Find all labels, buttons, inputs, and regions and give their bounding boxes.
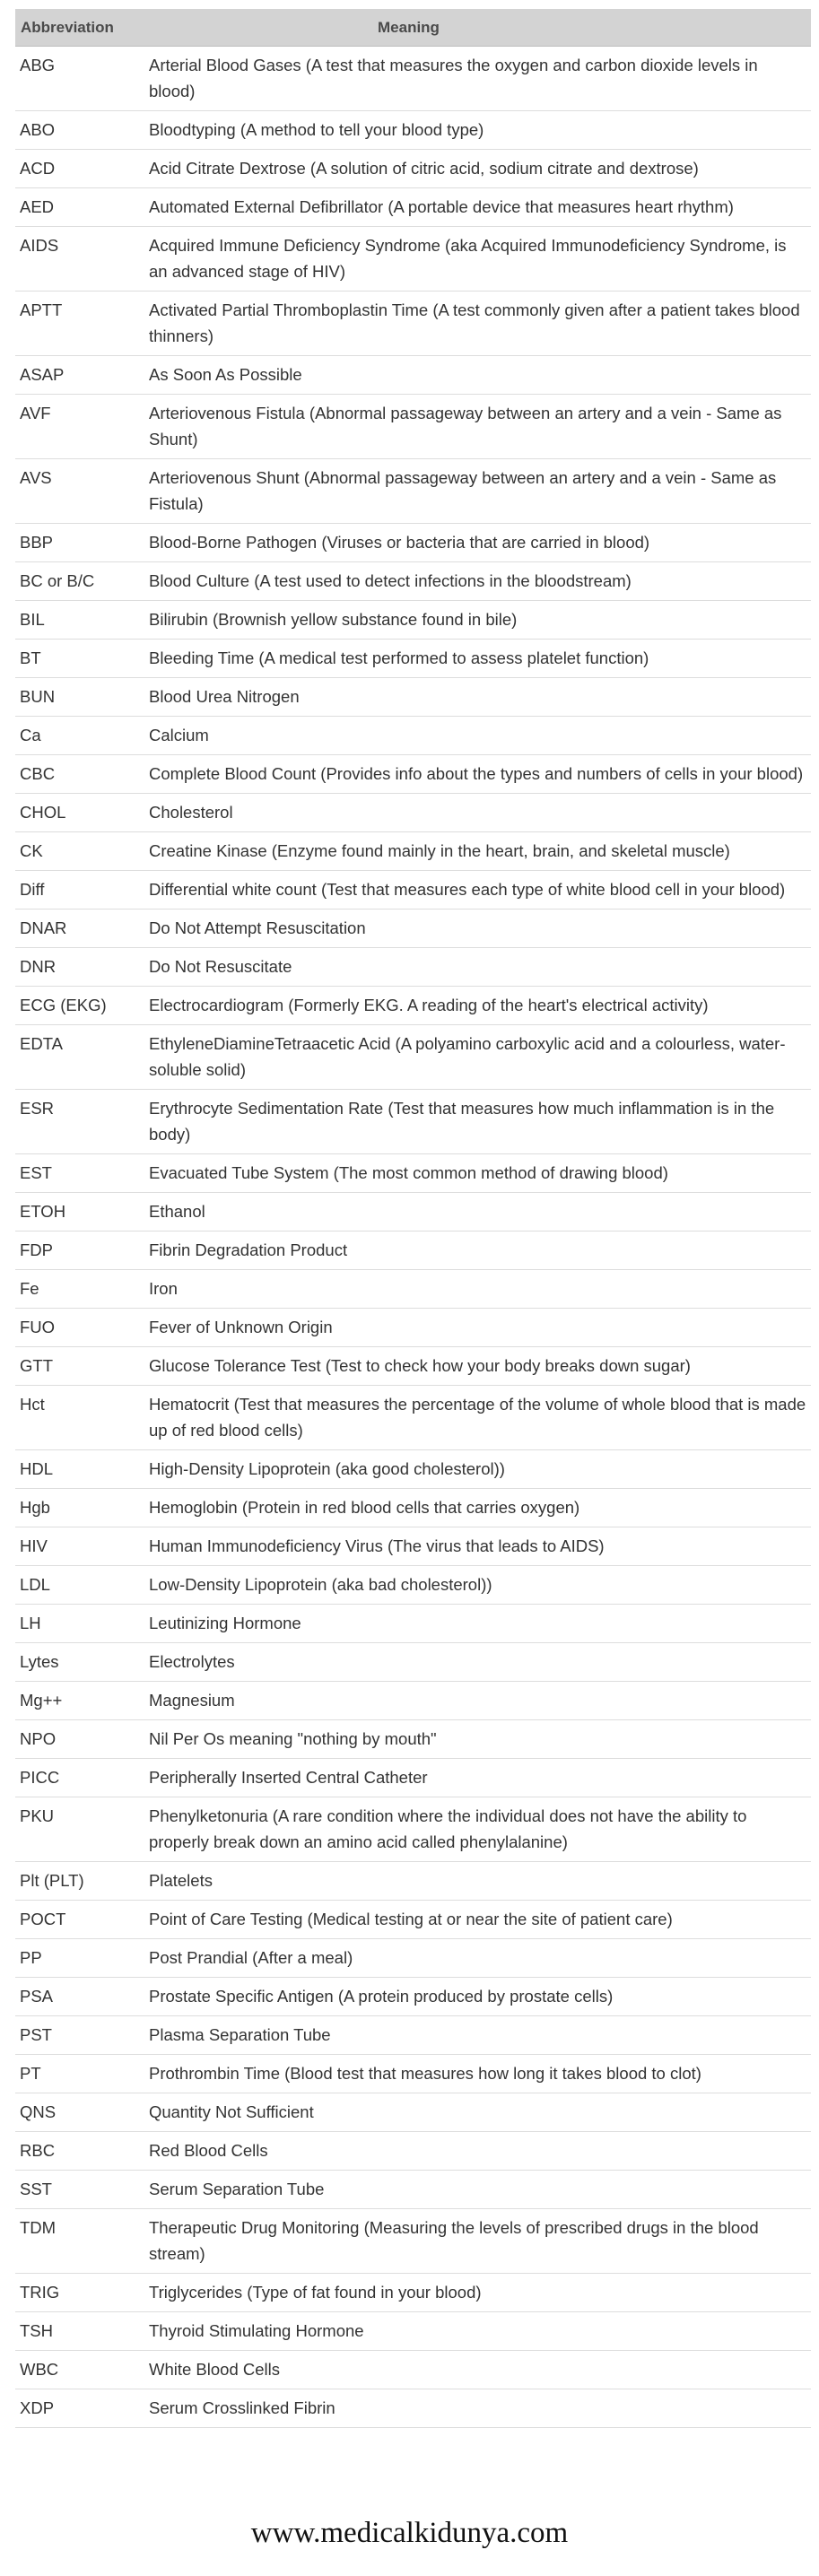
meaning-cell: Prothrombin Time (Blood test that measures how long it takes blood to clot) — [142, 2055, 811, 2093]
meaning-cell: Do Not Resuscitate — [142, 948, 811, 987]
meaning-cell: As Soon As Possible — [142, 356, 811, 395]
abbreviation-cell: NPO — [15, 1720, 142, 1759]
abbreviation-cell: Mg++ — [15, 1682, 142, 1720]
meaning-cell: Platelets — [142, 1862, 811, 1901]
abbreviation-cell: AED — [15, 188, 142, 227]
meaning-cell: Phenylketonuria (A rare condition where the individual does not have the ability to properly break down an amino acid called phenylalanine) — [142, 1797, 811, 1862]
table-row — [15, 111, 811, 150]
abbreviation-cell: CBC — [15, 755, 142, 794]
meaning-cell: Red Blood Cells — [142, 2132, 811, 2171]
abbreviation-table — [15, 9, 811, 2428]
table-row — [15, 395, 811, 459]
table-row — [15, 1605, 811, 1643]
meaning-cell: Leutinizing Hormone — [142, 1605, 811, 1643]
abbreviation-cell: ASAP — [15, 356, 142, 395]
meaning-cell: Creatine Kinase (Enzyme found mainly in the heart, brain, and skeletal muscle) — [142, 832, 811, 871]
meaning-cell: Nil Per Os meaning "nothing by mouth" — [142, 1720, 811, 1759]
abbreviation-cell: GTT — [15, 1347, 142, 1386]
abbreviation-cell: Fe — [15, 1270, 142, 1309]
abbreviation-cell: TDM — [15, 2209, 142, 2274]
abbreviation-cell: Hgb — [15, 1489, 142, 1527]
abbreviation-cell: SST — [15, 2171, 142, 2209]
abbreviation-cell: ABG — [15, 47, 142, 111]
meaning-cell: Peripherally Inserted Central Catheter — [142, 1759, 811, 1797]
abbreviation-cell: DNR — [15, 948, 142, 987]
abbreviation-cell: Lytes — [15, 1643, 142, 1682]
table-row — [15, 909, 811, 948]
abbreviation-cell: TRIG — [15, 2274, 142, 2312]
table-row — [15, 601, 811, 640]
meaning-cell: Prostate Specific Antigen (A protein produced by prostate cells) — [142, 1978, 811, 2016]
meaning-cell: Triglycerides (Type of fat found in your blood) — [142, 2274, 811, 2312]
table-row — [15, 1720, 811, 1759]
meaning-cell: EthyleneDiamineTetraacetic Acid (A polyamino carboxylic acid and a colourless, water-soluble solid) — [142, 1025, 811, 1090]
table-row — [15, 1231, 811, 1270]
abbreviation-cell: EDTA — [15, 1025, 142, 1090]
abbreviation-cell: BUN — [15, 678, 142, 717]
abbreviation-cell: Ca — [15, 717, 142, 755]
table-row — [15, 1450, 811, 1489]
meaning-cell: Blood-Borne Pathogen (Viruses or bacteria that are carried in blood) — [142, 524, 811, 562]
table-row — [15, 1347, 811, 1386]
abbreviation-cell: BIL — [15, 601, 142, 640]
table-row — [15, 1978, 811, 2016]
meaning-cell: Hemoglobin (Protein in red blood cells that carries oxygen) — [142, 1489, 811, 1527]
table-row — [15, 1901, 811, 1939]
table-row — [15, 47, 811, 111]
abbreviation-cell: PICC — [15, 1759, 142, 1797]
abbreviation-cell: LDL — [15, 1566, 142, 1605]
table-row — [15, 1759, 811, 1797]
meaning-cell: Arterial Blood Gases (A test that measures the oxygen and carbon dioxide levels in blood) — [142, 47, 811, 111]
meaning-cell: High-Density Lipoprotein (aka good cholesterol)) — [142, 1450, 811, 1489]
meaning-cell: White Blood Cells — [142, 2351, 811, 2389]
table-row — [15, 1682, 811, 1720]
meaning-cell: Thyroid Stimulating Hormone — [142, 2312, 811, 2351]
meaning-cell: Arteriovenous Fistula (Abnormal passageway between an artery and a vein - Same as Shunt) — [142, 395, 811, 459]
table-row — [15, 2055, 811, 2093]
abbreviation-cell: FDP — [15, 1231, 142, 1270]
table-row — [15, 1939, 811, 1978]
table-row — [15, 1270, 811, 1309]
abbreviation-cell: LH — [15, 1605, 142, 1643]
meaning-cell: Glucose Tolerance Test (Test to check how your body breaks down sugar) — [142, 1347, 811, 1386]
meaning-cell: Serum Crosslinked Fibrin — [142, 2389, 811, 2428]
abbreviation-cell: FUO — [15, 1309, 142, 1347]
table-row — [15, 2171, 811, 2209]
table-row — [15, 1025, 811, 1090]
table-row — [15, 678, 811, 717]
table-row — [15, 832, 811, 871]
table-row — [15, 2351, 811, 2389]
abbreviation-cell: CHOL — [15, 794, 142, 832]
table-row — [15, 1862, 811, 1901]
meaning-cell: Fibrin Degradation Product — [142, 1231, 811, 1270]
column-header-meaning: Meaning — [142, 9, 811, 47]
meaning-cell: Electrocardiogram (Formerly EKG. A reading of the heart's electrical activity) — [142, 987, 811, 1025]
abbreviation-cell: BBP — [15, 524, 142, 562]
meaning-cell: Bleeding Time (A medical test performed to assess platelet function) — [142, 640, 811, 678]
abbreviation-cell: BT — [15, 640, 142, 678]
abbreviation-cell: XDP — [15, 2389, 142, 2428]
abbreviation-cell: PST — [15, 2016, 142, 2055]
meaning-cell: Hematocrit (Test that measures the percentage of the volume of whole blood that is made up of red blood cells) — [142, 1386, 811, 1450]
table-row — [15, 1090, 811, 1154]
meaning-cell: Cholesterol — [142, 794, 811, 832]
meaning-cell: Magnesium — [142, 1682, 811, 1720]
table-row — [15, 1643, 811, 1682]
abbreviation-cell: CK — [15, 832, 142, 871]
meaning-cell: Blood Culture (A test used to detect infections in the bloodstream) — [142, 562, 811, 601]
abbreviation-cell: ECG (EKG) — [15, 987, 142, 1025]
table-row — [15, 227, 811, 292]
table-row — [15, 794, 811, 832]
table-row — [15, 717, 811, 755]
abbreviation-table-container — [15, 9, 811, 2428]
table-row — [15, 292, 811, 356]
table-row — [15, 2016, 811, 2055]
abbreviation-cell: TSH — [15, 2312, 142, 2351]
table-row — [15, 1489, 811, 1527]
abbreviation-cell: PP — [15, 1939, 142, 1978]
table-row — [15, 2312, 811, 2351]
table-header — [15, 9, 811, 47]
abbreviation-cell: AIDS — [15, 227, 142, 292]
table-row — [15, 1797, 811, 1862]
meaning-cell: Bloodtyping (A method to tell your blood type) — [142, 111, 811, 150]
footer-website: www.medicalkidunya.com — [250, 2517, 569, 2549]
meaning-cell: Plasma Separation Tube — [142, 2016, 811, 2055]
meaning-cell: Ethanol — [142, 1193, 811, 1231]
abbreviation-cell: AVF — [15, 395, 142, 459]
table-row — [15, 640, 811, 678]
meaning-cell: Do Not Attempt Resuscitation — [142, 909, 811, 948]
table-row — [15, 150, 811, 188]
table-row — [15, 459, 811, 524]
meaning-cell: Activated Partial Thromboplastin Time (A test commonly given after a patient takes blood thinners) — [142, 292, 811, 356]
table-row — [15, 1154, 811, 1193]
meaning-cell: Electrolytes — [142, 1643, 811, 1682]
abbreviation-cell: HDL — [15, 1450, 142, 1489]
meaning-cell: Blood Urea Nitrogen — [142, 678, 811, 717]
meaning-cell: Fever of Unknown Origin — [142, 1309, 811, 1347]
meaning-cell: Automated External Defibrillator (A portable device that measures heart rhythm) — [142, 188, 811, 227]
abbreviation-cell: PKU — [15, 1797, 142, 1862]
abbreviation-cell: QNS — [15, 2093, 142, 2132]
meaning-cell: Arteriovenous Shunt (Abnormal passageway between an artery and a vein - Same as Fistula) — [142, 459, 811, 524]
meaning-cell: Point of Care Testing (Medical testing at or near the site of patient care) — [142, 1901, 811, 1939]
abbreviation-cell: PT — [15, 2055, 142, 2093]
meaning-cell: Acquired Immune Deficiency Syndrome (aka Acquired Immunodeficiency Syndrome, is an advanced stage of HIV) — [142, 227, 811, 292]
meaning-cell: Acid Citrate Dextrose (A solution of citric acid, sodium citrate and dextrose) — [142, 150, 811, 188]
table-row — [15, 188, 811, 227]
table-row — [15, 987, 811, 1025]
table-row — [15, 1527, 811, 1566]
abbreviation-cell: PSA — [15, 1978, 142, 2016]
meaning-cell: Erythrocyte Sedimentation Rate (Test that measures how much inflammation is in the body) — [142, 1090, 811, 1154]
table-row — [15, 755, 811, 794]
meaning-cell: Human Immunodeficiency Virus (The virus that leads to AIDS) — [142, 1527, 811, 1566]
abbreviation-cell: EST — [15, 1154, 142, 1193]
table-row — [15, 1386, 811, 1450]
table-row — [15, 2209, 811, 2274]
meaning-cell: Therapeutic Drug Monitoring (Measuring the levels of prescribed drugs in the blood stream) — [142, 2209, 811, 2274]
table-row — [15, 1566, 811, 1605]
abbreviation-cell: Hct — [15, 1386, 142, 1450]
abbreviation-cell: APTT — [15, 292, 142, 356]
table-row — [15, 2274, 811, 2312]
meaning-cell: Calcium — [142, 717, 811, 755]
table-row — [15, 2389, 811, 2428]
abbreviation-cell: ACD — [15, 150, 142, 188]
meaning-cell: Low-Density Lipoprotein (aka bad cholesterol)) — [142, 1566, 811, 1605]
abbreviation-cell: DNAR — [15, 909, 142, 948]
meaning-cell: Differential white count (Test that measures each type of white blood cell in your blood) — [142, 871, 811, 909]
abbreviation-cell: POCT — [15, 1901, 142, 1939]
abbreviation-cell: AVS — [15, 459, 142, 524]
abbreviation-cell: Diff — [15, 871, 142, 909]
meaning-cell: Serum Separation Tube — [142, 2171, 811, 2209]
abbreviation-cell: ABO — [15, 111, 142, 150]
table-row — [15, 1193, 811, 1231]
table-row — [15, 1309, 811, 1347]
meaning-cell: Complete Blood Count (Provides info about the types and numbers of cells in your blood) — [142, 755, 811, 794]
table-row — [15, 948, 811, 987]
table-row — [15, 524, 811, 562]
table-row — [15, 356, 811, 395]
meaning-cell: Bilirubin (Brownish yellow substance found in bile) — [142, 601, 811, 640]
column-header-abbreviation: Abbreviation — [15, 9, 142, 47]
abbreviation-cell: Plt (PLT) — [15, 1862, 142, 1901]
abbreviation-cell: WBC — [15, 2351, 142, 2389]
meaning-cell: Quantity Not Sufficient — [142, 2093, 811, 2132]
table-body — [15, 47, 811, 2428]
meaning-cell: Evacuated Tube System (The most common method of drawing blood) — [142, 1154, 811, 1193]
table-row — [15, 871, 811, 909]
abbreviation-cell: HIV — [15, 1527, 142, 1566]
abbreviation-cell: RBC — [15, 2132, 142, 2171]
abbreviation-cell: ESR — [15, 1090, 142, 1154]
table-row — [15, 2093, 811, 2132]
abbreviation-cell: BC or B/C — [15, 562, 142, 601]
meaning-cell: Post Prandial (After a meal) — [142, 1939, 811, 1978]
table-row — [15, 2132, 811, 2171]
abbreviation-cell: ETOH — [15, 1193, 142, 1231]
header-row — [15, 9, 811, 47]
meaning-cell: Iron — [142, 1270, 811, 1309]
table-row — [15, 562, 811, 601]
